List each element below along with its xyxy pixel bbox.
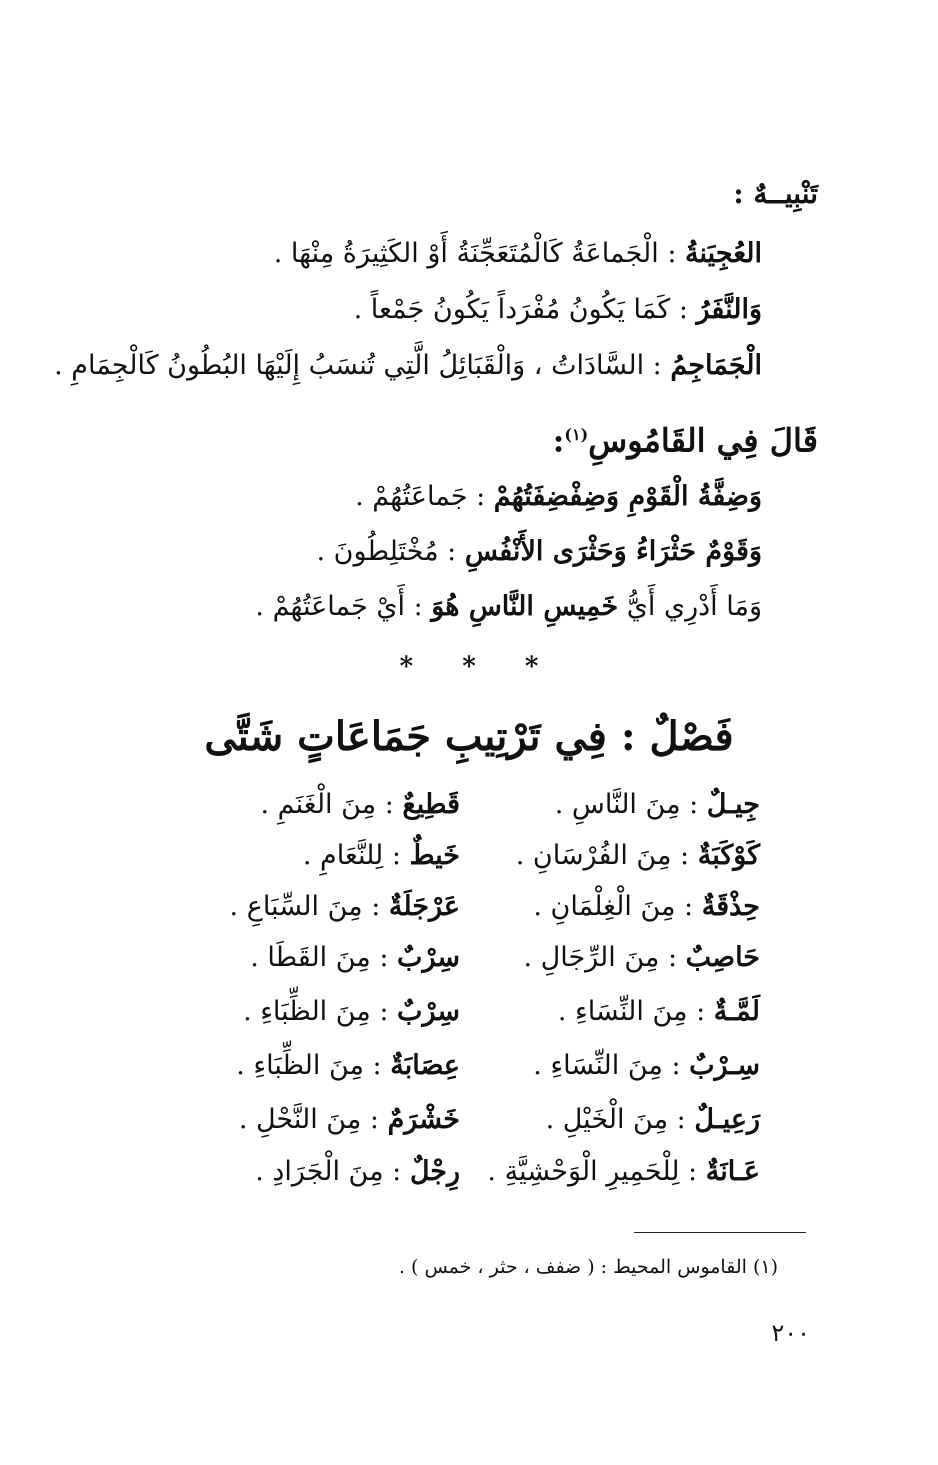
notice-definition: : الْجَماعَةُ كَالْمُتَعَجِّنَةُ أَوْ الكَثِيرَةُ مِنْهَا .	[273, 238, 686, 269]
collective-definition: : مِنَ الْخَيْلِ .	[545, 1104, 695, 1135]
collective-definition: : مِنَ الْجَرَادِ .	[255, 1156, 410, 1187]
collective-term: خَيطٌ	[409, 840, 460, 871]
notice-item	[274, 234, 762, 274]
separator-star: *	[462, 652, 476, 682]
collective-term: سِرْبٌ	[397, 996, 460, 1027]
collective-entry	[487, 1152, 760, 1192]
collective-term: عِصَابَةٌ	[390, 1050, 460, 1081]
collective-definition: : مِنَ الفُرْسَانِ .	[515, 840, 698, 871]
qamus-term: وَضِفَّةُ الْقَوْمِ وَضِفْضِفَتُهُمْ	[493, 481, 762, 512]
collective-definition: : لِلنَّعَامِ .	[302, 840, 410, 871]
qamus-definition: : مُخْتَلِطُونَ .	[316, 536, 465, 567]
qamus-term: وَقَوْمٌ حَثْرَاءُ وَحَثْرَى الأَنْفُسِ	[464, 536, 762, 567]
qamus-item	[317, 532, 763, 572]
notice-definition: : كَمَا يَكُونُ مُفْرَداً يَكُونُ جَمْعاً .	[353, 294, 697, 325]
collective-definition: : مِنَ النِّسَاءِ .	[557, 996, 714, 1027]
qamus-definition: : أَيْ جَماعَتُهُمْ .	[255, 591, 432, 622]
collective-term: عَـانَةٌ	[705, 1156, 760, 1187]
collective-entry	[555, 785, 760, 825]
collective-entry	[243, 992, 460, 1032]
collective-entry	[239, 1100, 460, 1140]
footnote-marker: (١)	[564, 425, 589, 444]
qamus-term: خَمِيسِ النَّاسِ هُوَ	[431, 591, 619, 622]
qamus-definition: : جَماعَتُهُمْ .	[355, 481, 494, 512]
collective-term: حَاصِبٌ	[685, 942, 760, 973]
collective-entry	[558, 992, 760, 1032]
notice-heading: تَنْبِيــهٌ :	[733, 177, 818, 210]
collective-entry	[523, 938, 760, 978]
collective-definition: : مِنَ النِّسَاءِ .	[533, 1050, 690, 1081]
collective-term: عَرْجَلَةٌ	[388, 891, 460, 922]
collective-term: سِرْبٌ	[397, 942, 460, 973]
qamus-heading	[553, 410, 818, 466]
collective-entry	[236, 1046, 460, 1086]
collective-entry	[533, 1046, 760, 1086]
collective-entry	[533, 887, 760, 927]
collective-definition: : مِنَ النَّحْلِ .	[238, 1104, 388, 1135]
collective-term: رَعِيـلٌ	[694, 1104, 760, 1135]
collective-term: جِيـلٌ	[706, 789, 760, 820]
notice-term: وَالنَّفَرُ	[696, 294, 762, 325]
collective-entry	[255, 1152, 460, 1192]
collective-term: خَشْرَمٌ	[387, 1104, 460, 1135]
notice-item	[354, 290, 762, 330]
qamus-heading-text: قَالَ فِي القَامُوسِ	[588, 421, 818, 460]
collective-term: رِجْلٌ	[409, 1156, 460, 1187]
footnote-rule	[634, 1232, 806, 1233]
collective-entry	[261, 785, 460, 825]
collective-term: سِـرْبٌ	[689, 1050, 760, 1081]
collective-definition: : مِنَ الظِّبَاءِ .	[243, 996, 398, 1027]
page-number: ٢٠٠	[771, 1319, 810, 1347]
notice-definition: : السَّادَاتُ ، وَالْقَبَائِلُ الَّتِي تُنسَبُ إِلَيْهَا البُطُونُ كَالْجِمَامِ .	[54, 350, 671, 381]
collective-term: قَطِيعٌ	[402, 789, 460, 820]
collective-entry	[516, 836, 760, 876]
collective-entry	[230, 887, 460, 927]
collective-definition: : مِنَ الظِّبَاءِ .	[236, 1050, 391, 1081]
notice-term: العُجِيَنةُ	[685, 238, 762, 269]
notice-term: الْجَمَاجِمُ	[670, 350, 762, 381]
collective-term: حِذْقَةٌ	[701, 891, 760, 922]
separator-star: *	[524, 652, 539, 682]
collective-definition: : مِنَ السِّبَاعِ .	[229, 891, 389, 922]
collective-term: لَمَّـةٌ	[713, 996, 760, 1027]
section-separator	[0, 652, 938, 682]
footnote: (١) القاموس المحيط : ( ضفف ، حثر ، خمس ) .	[398, 1256, 778, 1278]
collective-term: كَوْكَبَةٌ	[697, 840, 760, 871]
qamus-heading-colon: :	[552, 421, 565, 460]
collective-entry	[250, 938, 460, 978]
collective-definition: : مِنَ القَطَا .	[250, 942, 398, 973]
qamus-item	[255, 587, 762, 627]
collective-definition: : لِلْحَمِيرِ الْوَحْشِيَّةِ .	[487, 1156, 706, 1187]
collective-entry	[546, 1100, 760, 1140]
collective-definition: : مِنَ الرِّجَالِ .	[523, 942, 686, 973]
collective-entry	[303, 836, 460, 876]
qamus-prefix: وَمَا أَدْرِي أَيُّ	[618, 591, 762, 622]
collective-definition: : مِنَ الْغَنَمِ .	[260, 789, 403, 820]
qamus-item	[355, 477, 762, 517]
separator-star: *	[399, 652, 414, 682]
notice-item	[54, 346, 762, 386]
chapter-title: فَصْلٌ : فِي تَرْتِيبِ جَمَاعَاتٍ شَتَّى	[204, 713, 734, 760]
collective-definition: : مِنَ النَّاسِ .	[554, 789, 707, 820]
collective-definition: : مِنَ الْغِلْمَانِ .	[533, 891, 702, 922]
